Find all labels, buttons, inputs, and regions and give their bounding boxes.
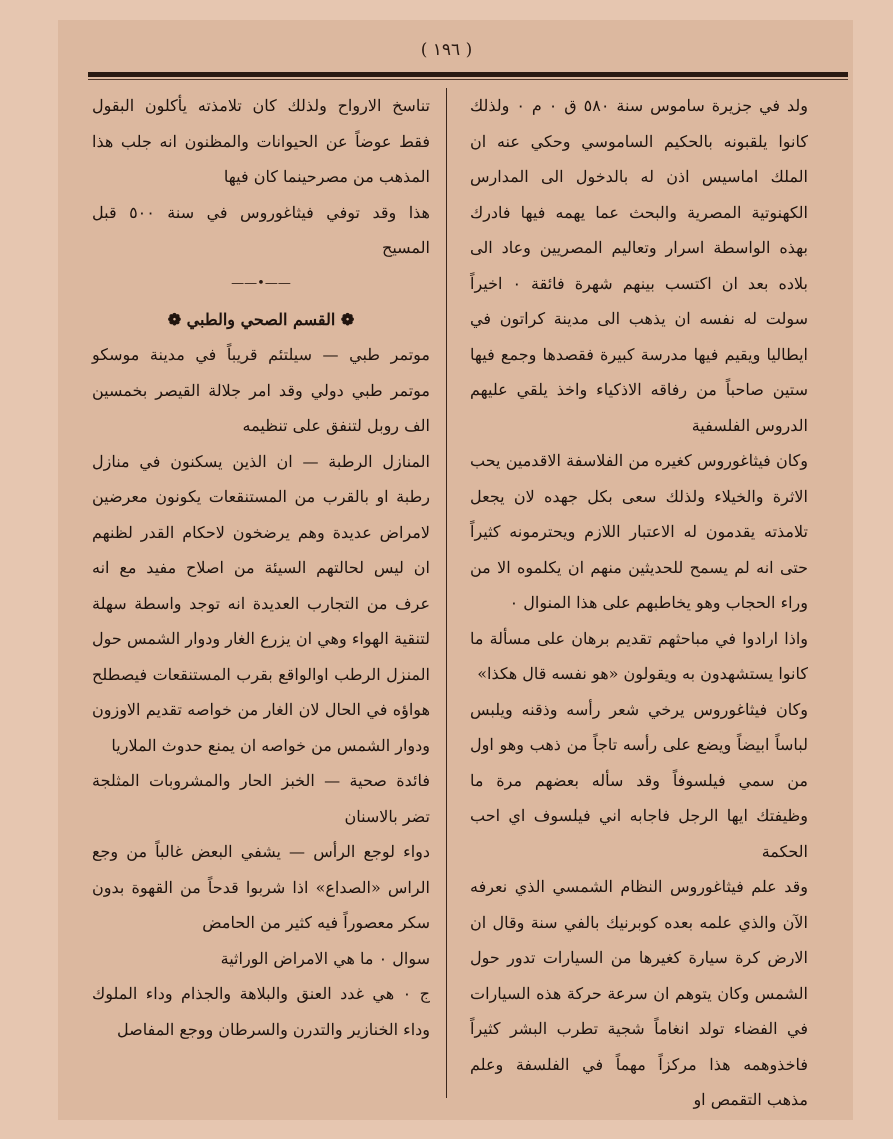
paragraph-dress: وكان فيثاغوروس يرخي شعر رأسه وذقنه ويلبس لباساً ابيضاً ويضع على رأسه تاجاً من ذهب وهو اول من سمي فيلسوفاً وقد سأله بعضهم مرة ما وظيفتك ايها الرجل فاجابه اني فيلسوف اي احب الحكمة (470, 699, 808, 861)
paragraph-death: هذا وقد توفي فيثاغوروس في سنة ٥٠٠ قبل المسيح (92, 202, 430, 257)
header-rule (88, 72, 848, 77)
section-heading: ❁ القسم الصحي والطبي ❁ (167, 309, 355, 329)
page-number: ( ١٩٦ ) (420, 40, 473, 60)
item-headache-remedy: دواء لوجع الرأس — يشفي البعض غالباً من وجع الراس «الصداع» اذا شربوا قدحاً من القهوة بدون سكر معصوراً فيه كثير من الحامض (92, 842, 430, 932)
item-answer: ج ٠ هي غدد العنق والبلاهة والجذام وداء الملوك وداء الخنازير والتدرن والسرطان ووجع المفاصل (92, 984, 430, 1039)
ornament-divider: ——•—— (231, 275, 291, 291)
item-damp-houses: المنازل الرطبة — ان الذين يسكنون في منازل رطبة او بالقرب من المستنقعات يكونون معرضين لامراض عديدة وهم يرضخون لاحكام القدر لظنهم ان ليس لحالتهم السيئة من اصلاح مفيد مع انه عرف من التجارب العديدة انه توجد واسطة سهلة لتنقية الهواء وهي ان يزرع الغار ودوار الشمس حول المنزل الرطب اوالواقع بقرب المستنقعات فيصطلح هواؤه في الحال لان الغار من خواصه تقديم الاوزون ودوار الشمس من خواصه ان يمنع حدوث الملاريا (92, 451, 430, 755)
item-question: سوال ٠ ما هي الامراض الوراثية (220, 948, 430, 968)
paragraph-solar-system: وقد علم فيثاغوروس النظام الشمسي الذي نعرفه الآن والذي علمه بعده كوبرنيك بالفي سنة وقال ان الارض كرة سيارة كغيرها من السيارات تدور حول الشمس وكان يتوهم ان سرعة حركة هذه السيارات في الفضاء تولد انغاماً شجية تطرب البشر كثيراً فاخذوهمه هذا مركزاً مهماً في الفلسفة وعلم مذهب التقمص او (470, 877, 808, 1109)
left-column (92, 88, 430, 1047)
header-rule-thin (88, 79, 848, 80)
paragraph-pride: وكان فيثاغوروس كغيره من الفلاسفة الاقدمين يحب الاثرة والخيلاء ولذلك سعى بكل جهده لان يجعل تلامذته يقدمون له الاعتبار اللازم ويحترمونه كثيراً حتى انه لم يسمح للحديثين منهم ان يكلموه الا من وراء الحجاب وهو يخاطبهم على هذا المنوال ٠ (470, 451, 808, 612)
right-column (470, 88, 808, 1118)
paragraph-birth: ولد في جزيرة ساموس سنة ٥٨٠ ق ٠ م ٠ ولذلك كانوا يلقبونه بالحكيم الساموسي وحكي عنه ان الملك اماسيس اذن له بالدخول الى المدارس الكهنوتية المصرية والبحث عما يهمه فيها فادرك بهذه الواسطة اسرار وتعاليم المصريين وعاد الى بلاده بعد ان اكتسب بينهم شهرة فائقة ٠ اخيراً سولت له نفسه ان يذهب الى مدينة كراتون في ايطاليا ويقيم فيها مدرسة كبيرة فقصدها وجمع فيها ستين صاحباً من رفاقه الاذكياء واخذ يلقي عليهم الدروس الفلسفية (470, 96, 808, 435)
column-divider (446, 88, 447, 1098)
item-health-tip: فائدة صحية — الخبز الحار والمشروبات المثلجة تضر بالاسنان (92, 771, 430, 826)
paragraph-transmigration: تناسخ الارواح ولذلك كان تلامذته يأكلون البقول فقط عوضاً عن الحيوانات والمظنون انه جلب هذا المذهب من مصرحينما كان فيها (92, 96, 430, 186)
item-medical-congress: موتمر طبي — سيلتئم قريباً في مدينة موسكو موتمر طبي دولي وقد امر جلالة القيصر بخمسين الف روبل لتنفق على تنظيمه (92, 345, 430, 435)
paragraph-proof: واذا ارادوا في مباحثهم تقديم برهان على مسألة ما كانوا يستشهدون به ويقولون «هو نفسه قال هكذا» (470, 628, 808, 683)
